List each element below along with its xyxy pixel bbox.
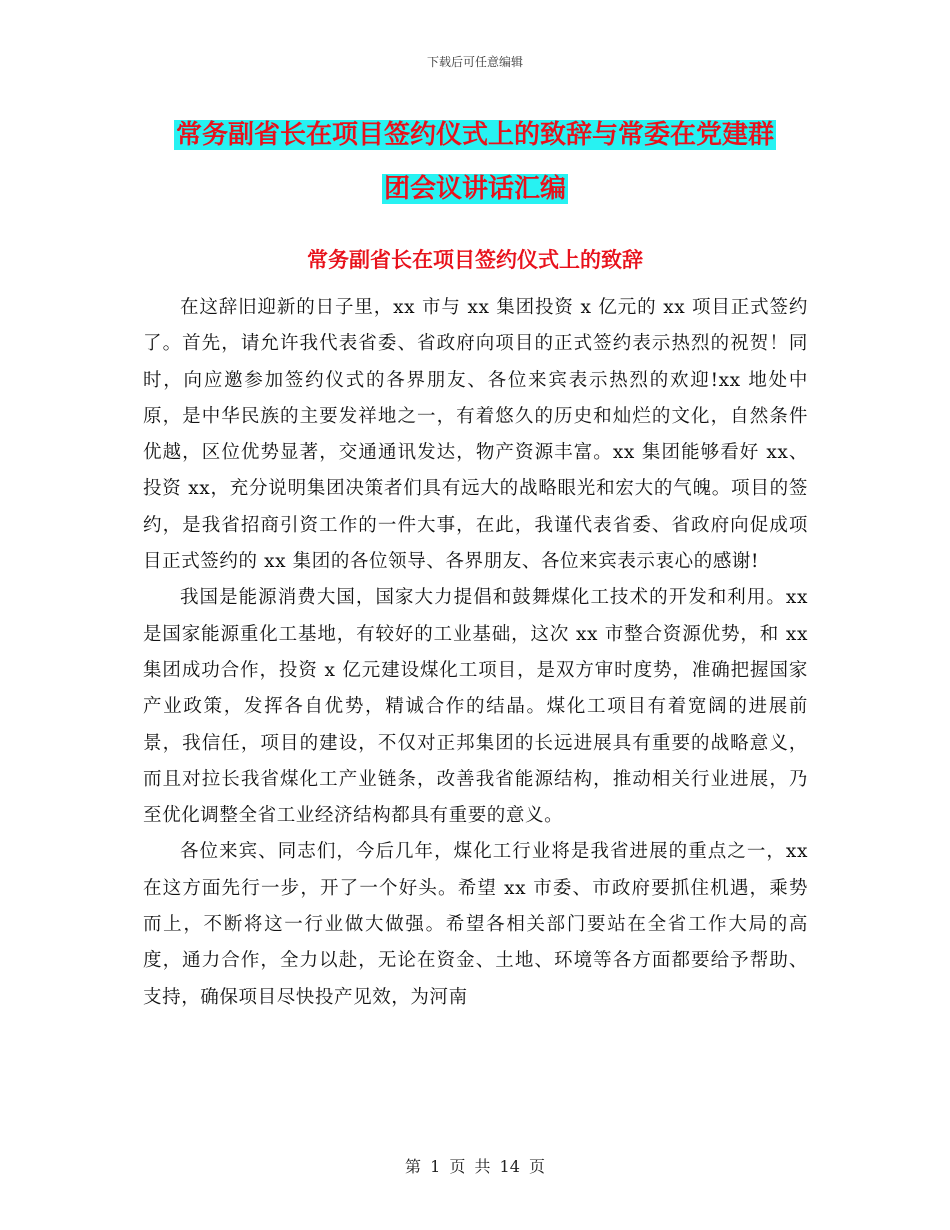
document-title bbox=[140, 108, 810, 216]
title-line-1: 常务副省长在项目签约仪式上的致辞与常委在党建群 bbox=[175, 120, 774, 150]
paragraph-1: 在这辞旧迎新的日子里，xx 市与 xx 集团投资 x 亿元的 xx 项目正式签约了。首先，请允许我代表省委、省政府向项目的正式签约表示热烈的祝贺！同时，向应邀参加签约仪式的各界朋友、各位来宾表示热烈的欢迎!xx 地处中原，是中华民族的主要发祥地之一，有着悠久的历史和灿烂的文化，自然条件优越，区位优势显著，交通通讯发达，物产资源丰富。xx 集团能够看好 xx、投资 xx，充分说明集团决策者们具有远大的战略眼光和宏大的气魄。项目的签约，是我省招商引资工作的一件大事，在此，我谨代表省委、省政府向促成项目正式签约的 xx 集团的各位领导、各界朋友、各位来宾表示衷心的感谢! bbox=[143, 297, 808, 573]
header-note: 下载后可任意编辑 bbox=[426, 55, 523, 69]
body-text bbox=[143, 290, 808, 1016]
paragraph-3: 各位来宾、同志们，今后几年，煤化工行业将是我省进展的重点之一，xx 在这方面先行一步，开了一个好头。希望 xx 市委、市政府要抓住机遇，乘势而上，不断将这一行业做大做强。希望各相关部门要站在全省工作大局的高度，通力合作，全力以赴，无论在资金、土地、环境等各方面都要给予帮助、支持，确保项目尽快投产见效，为河南 bbox=[143, 841, 808, 1008]
paragraph-2: 我国是能源消费大国，国家大力提倡和鼓舞煤化工技术的开发和利用。xx 是国家能源重化工基地，有较好的工业基础，这次 xx 市整合资源优势，和 xx 集团成功合作，投资 x 亿元建设煤化工项目，是双方审时度势，准确把握国家产业政策，发挥各自优势，精诚合作的结晶。煤化工项目有着宽阔的进展前景，我信任，项目的建设，不仅对正邦集团的长远进展具有重要的战略意义，而且对拉长我省煤化工产业链条，改善我省能源结构，推动相关行业进展，乃至优化调整全省工业经济结构都具有重要的意义。 bbox=[143, 587, 808, 827]
title-line-2: 团会议讲话汇编 bbox=[383, 174, 566, 204]
page-footer: 第 1 页 共 14 页 bbox=[405, 1157, 545, 1176]
section-title: 常务副省长在项目签约仪式上的致辞 bbox=[307, 248, 643, 272]
